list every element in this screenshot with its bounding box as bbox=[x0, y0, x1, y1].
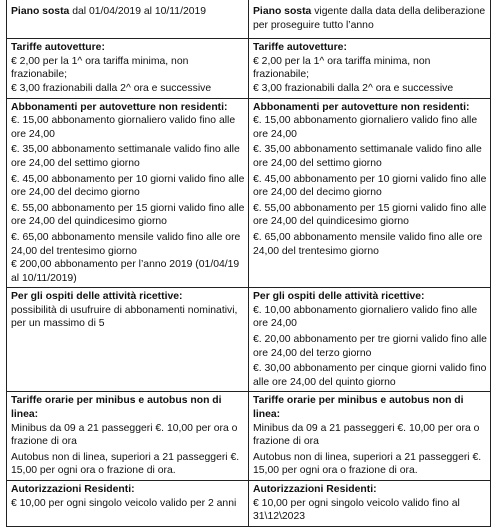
bus-line: Minibus da 09 a 21 passeggeri €. 10,00 per ora o frazione di ora bbox=[11, 422, 238, 448]
ospiti-row bbox=[7, 288, 491, 392]
tariffe-autovetture-row bbox=[7, 39, 491, 98]
residenti-row bbox=[7, 481, 491, 527]
subscription-line: €. 35,00 abbonamento settimanale valido fino alle ore 24,00 del settimo giorno bbox=[11, 144, 240, 169]
header-right-text: vigente dalla data della deliberazione per proseguire tutto l’anno bbox=[253, 6, 486, 31]
guest-line: €. 20,00 abbonamento per tre giorni valido fino alle ore 24,00 del terzo giorno bbox=[253, 334, 487, 359]
tariff-line: € 2,00 per la 1^ ora tariffa minima, non frazionabile; bbox=[11, 55, 189, 81]
section-title: Tariffe autovetture: bbox=[253, 42, 347, 54]
subscription-line: €. 15,00 abbonamento giornaliero valido fino alle ore 24,00 bbox=[11, 115, 236, 140]
subscription-line: €. 55,00 abbonamento per 15 giorni valido fino alle ore 24,00 del quindicesimo giorno bbox=[11, 202, 245, 228]
header-right-bold: Piano sosta bbox=[253, 6, 312, 17]
tariff-line: € 3,00 frazionabili dalla 2^ ora e successive bbox=[253, 82, 454, 94]
subscription-line: €. 65,00 abbonamento mensile valido fino alle ore 24,00 del trentesimo giorno bbox=[253, 231, 483, 257]
subscription-line: €. 55,00 abbonamento per 15 giorni valido fino alle ore 24,00 del quindicesimo giorno bbox=[253, 202, 487, 228]
header-right-cell bbox=[249, 0, 491, 39]
tariff-line: € 3,00 frazionabili dalla 2^ ora e successive bbox=[11, 82, 212, 94]
ospiti-right-cell bbox=[249, 288, 491, 392]
header-row bbox=[7, 0, 491, 39]
document-page bbox=[6, 0, 491, 523]
subscription-line: €. 15,00 abbonamento giornaliero valido fino alle ore 24,00 bbox=[253, 115, 478, 140]
bus-line: Minibus da 09 a 21 passeggeri €. 10,00 per ora o frazione di ora bbox=[253, 422, 480, 448]
section-title: Abbonamenti per autovetture non residenti: bbox=[11, 101, 228, 113]
resident-line: € 10,00 per ogni singolo veicolo valido per 2 anni bbox=[11, 497, 237, 509]
residenti-right-cell bbox=[249, 481, 491, 527]
section-title: Autorizzazioni Residenti: bbox=[253, 484, 377, 495]
subscription-line: €. 65,00 abbonamento mensile valido fino alle ore 24,00 del trentesimo giorno bbox=[11, 231, 241, 257]
subscription-line: €. 35,00 abbonamento settimanale valido fino alle ore 24,00 del settimo giorno bbox=[253, 144, 482, 169]
section-title: Per gli ospiti delle attività ricettive: bbox=[11, 291, 183, 303]
ospiti-left-cell bbox=[7, 288, 249, 392]
residenti-left-cell bbox=[7, 481, 249, 527]
guest-line: possibilità di usufruire di abbonamenti nominativi, per un massimo di 5 bbox=[11, 304, 238, 330]
section-title: Tariffe orarie per minibus e autobus non di linea: bbox=[11, 395, 222, 421]
section-title: Tariffe orarie per minibus e autobus non di linea: bbox=[253, 395, 464, 421]
guest-line: €. 30,00 abbonamento per cinque giorni valido fino alle ore 24,00 del quinto giorno bbox=[253, 363, 487, 388]
guest-line: €. 10,00 abbonamento giornaliero valido fino alle ore 24,00 bbox=[253, 304, 478, 330]
abbonamenti-row bbox=[7, 98, 491, 288]
section-title: Autorizzazioni Residenti: bbox=[11, 484, 135, 495]
bus-line: Autobus non di linea, superiori a 21 passeggeri €. 15,00 per ogni ora o frazione di ora. bbox=[253, 451, 482, 477]
abbonamenti-right-cell bbox=[249, 98, 491, 288]
tariff-comparison-table bbox=[6, 0, 491, 527]
header-left-text: dal 01/04/2019 al 10/11/2019 bbox=[69, 6, 207, 17]
minibus-right-cell bbox=[249, 392, 491, 481]
header-left-bold: Piano sosta bbox=[11, 6, 70, 17]
tariff-line: € 2,00 per la 1^ ora tariffa minima, non frazionabile; bbox=[253, 55, 431, 81]
minibus-left-cell bbox=[7, 392, 249, 481]
header-left-cell bbox=[7, 0, 249, 39]
minibus-row bbox=[7, 392, 491, 481]
subscription-line: €. 45,00 abbonamento per 10 giorni valido fino alle ore 24,00 del decimo giorno bbox=[11, 173, 245, 199]
bus-line: Autobus non di linea, superiori a 21 passeggeri €. 15,00 per ogni ora o frazione di ora. bbox=[11, 451, 240, 477]
resident-line: € 10,00 per ogni singolo veicolo valido fino al 31\12\2023 bbox=[253, 497, 460, 523]
section-title: Abbonamenti per autovetture non residenti: bbox=[253, 101, 470, 113]
tariffe-autovetture-right-cell bbox=[249, 39, 491, 98]
tariffe-autovetture-left-cell bbox=[7, 39, 249, 98]
abbonamenti-left-cell bbox=[7, 98, 249, 288]
subscription-line: €. 45,00 abbonamento per 10 giorni valido fino alle ore 24,00 del decimo giorno bbox=[253, 173, 487, 199]
subscription-line: € 200,00 abbonamento per l’anno 2019 (01/04/19 al 10/11/2019) bbox=[11, 259, 240, 284]
section-title: Tariffe autovetture: bbox=[11, 42, 105, 54]
section-title: Per gli ospiti delle attività ricettive: bbox=[253, 291, 425, 303]
